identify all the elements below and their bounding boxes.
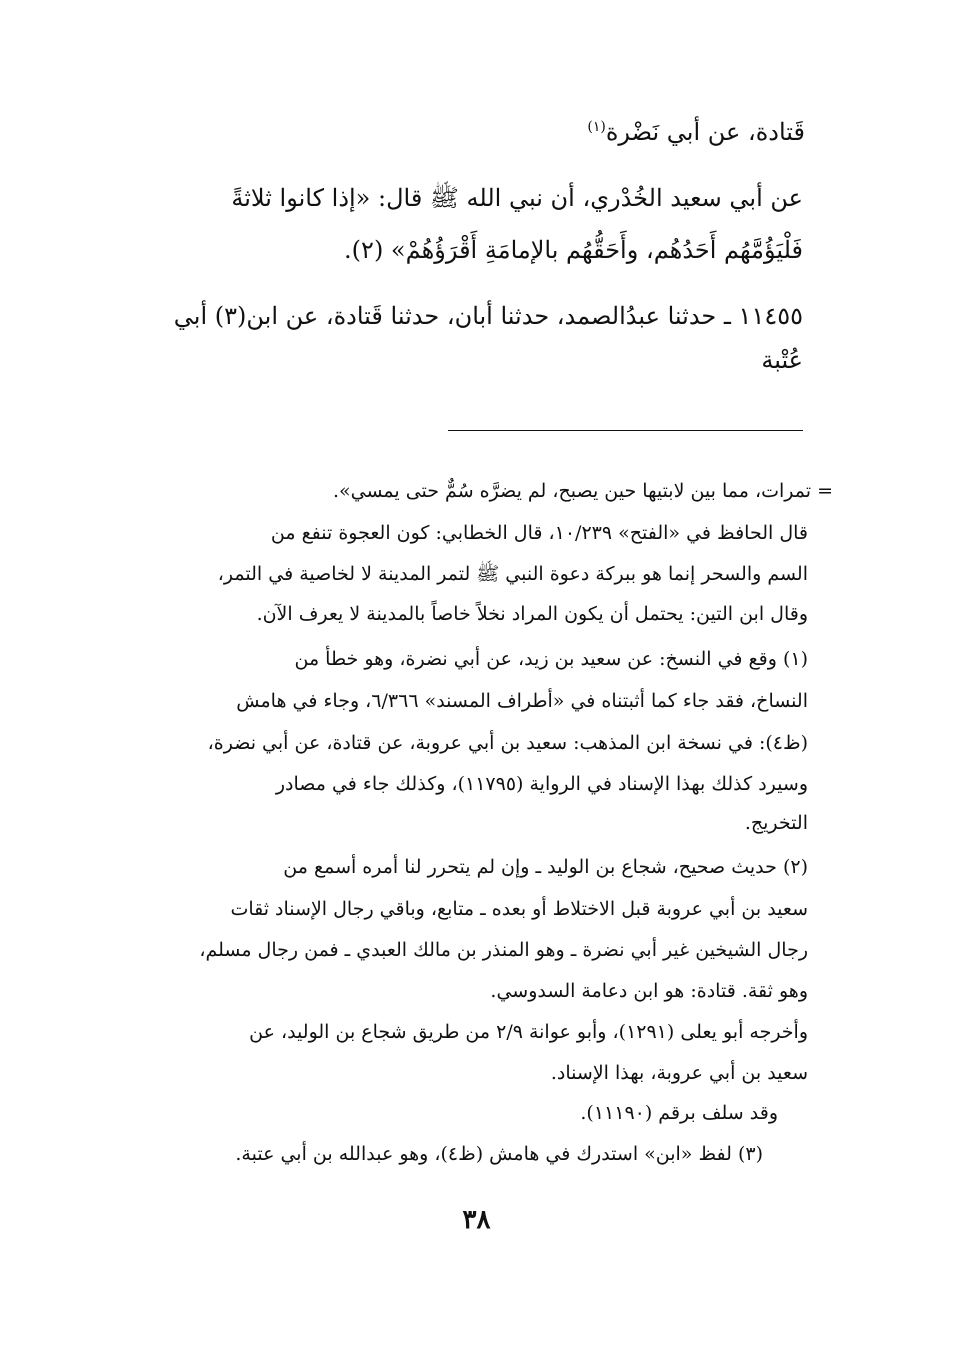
footnote-line: (١) وقع في النسخ: عن سعيد بن زيد، عن أبي نضرة، وهو خطأ من bbox=[294, 648, 808, 670]
footnote-line: سعيد بن أبي عروبة، بهذا الإسناد. bbox=[550, 1062, 808, 1084]
main-text-line bbox=[587, 118, 805, 147]
main-text-line: فَلْيَؤُمَّهُم أَحَدُهُم، وأَحَقُّهُم بالإمامَةِ أَقْرَؤُهُمْ» (٢). bbox=[344, 236, 803, 264]
page-number: ٣٨ bbox=[462, 1205, 491, 1235]
footnote-line: وهو ثقة. قتادة: هو ابن دعامة السدوسي. bbox=[490, 980, 808, 1002]
footnote-line: النساخ، فقد جاء كما أثبتناه في «أطراف المسند» ٦/٣٦٦، وجاء في هامش bbox=[236, 690, 808, 712]
footnote-line: وأخرجه أبو يعلى (١٢٩١)، وأبو عوانة ٢/٩ من طريق شجاع بن الوليد، عن bbox=[249, 1021, 808, 1043]
footnote-line: وقد سلف برقم (١١١٩٠). bbox=[580, 1102, 778, 1124]
footnote-line: وقال ابن التين: يحتمل أن يكون المراد نخلاً خاصاً بالمدينة لا يعرف الآن. bbox=[256, 603, 808, 625]
footnote-line: وسيرد كذلك بهذا الإسناد في الرواية (١١٧٩٥)، وكذلك جاء في مصادر bbox=[275, 773, 808, 795]
footnote-line: (٣) لفظ «ابن» استدرك في هامش (ظ٤)، وهو عبدالله بن أبي عتبة. bbox=[235, 1143, 763, 1165]
footnote-line: = تمرات، مما بين لابتيها حين يصبح، لم يضرَّه سُمٌّ حتى يمسي». bbox=[332, 480, 833, 502]
footnote-line: قال الحافظ في «الفتح» ١٠/٢٣٩، قال الخطابي: كون العجوة تنفع من bbox=[270, 522, 808, 544]
main-text-line-1: قَتادة، عن أبي نَضْرة bbox=[605, 118, 805, 146]
footnote-line: (ظ٤): في نسخة ابن المذهب: سعيد بن أبي عروبة، عن قتادة، عن أبي نضرة، bbox=[207, 732, 808, 754]
main-text-line: عُتْبة bbox=[761, 346, 803, 374]
main-text-line: عن أبي سعيد الخُدْري، أن نبي الله ﷺ قال: «إذا كانوا ثلاثةً bbox=[231, 184, 803, 212]
footnote-line: التخريج. bbox=[744, 812, 808, 834]
footnote-line: (٢) حديث صحيح، شجاع بن الوليد ـ وإن لم يتحرر لنا أمره أسمع من bbox=[283, 856, 808, 878]
footnote-line: سعيد بن أبي عروبة قبل الاختلاط أو بعده ـ متابع، وباقي رجال الإسناد ثقات bbox=[230, 898, 808, 920]
footnote-separator bbox=[448, 430, 803, 431]
main-text-line: ١١٤٥٥ ـ حدثنا عبدُالصمد، حدثنا أبان، حدثنا قَتادة، عن ابن(٣) أبي bbox=[173, 302, 803, 330]
footnote-line: رجال الشيخين غير أبي نضرة ـ وهو المنذر بن مالك العبدي ـ فمن رجال مسلم، bbox=[199, 939, 808, 961]
footnote-line: السم والسحر إنما هو ببركة دعوة النبي ﷺ لتمر المدينة لا لخاصية في التمر، bbox=[217, 563, 808, 585]
footnote-marker-1: (١) bbox=[587, 119, 606, 135]
